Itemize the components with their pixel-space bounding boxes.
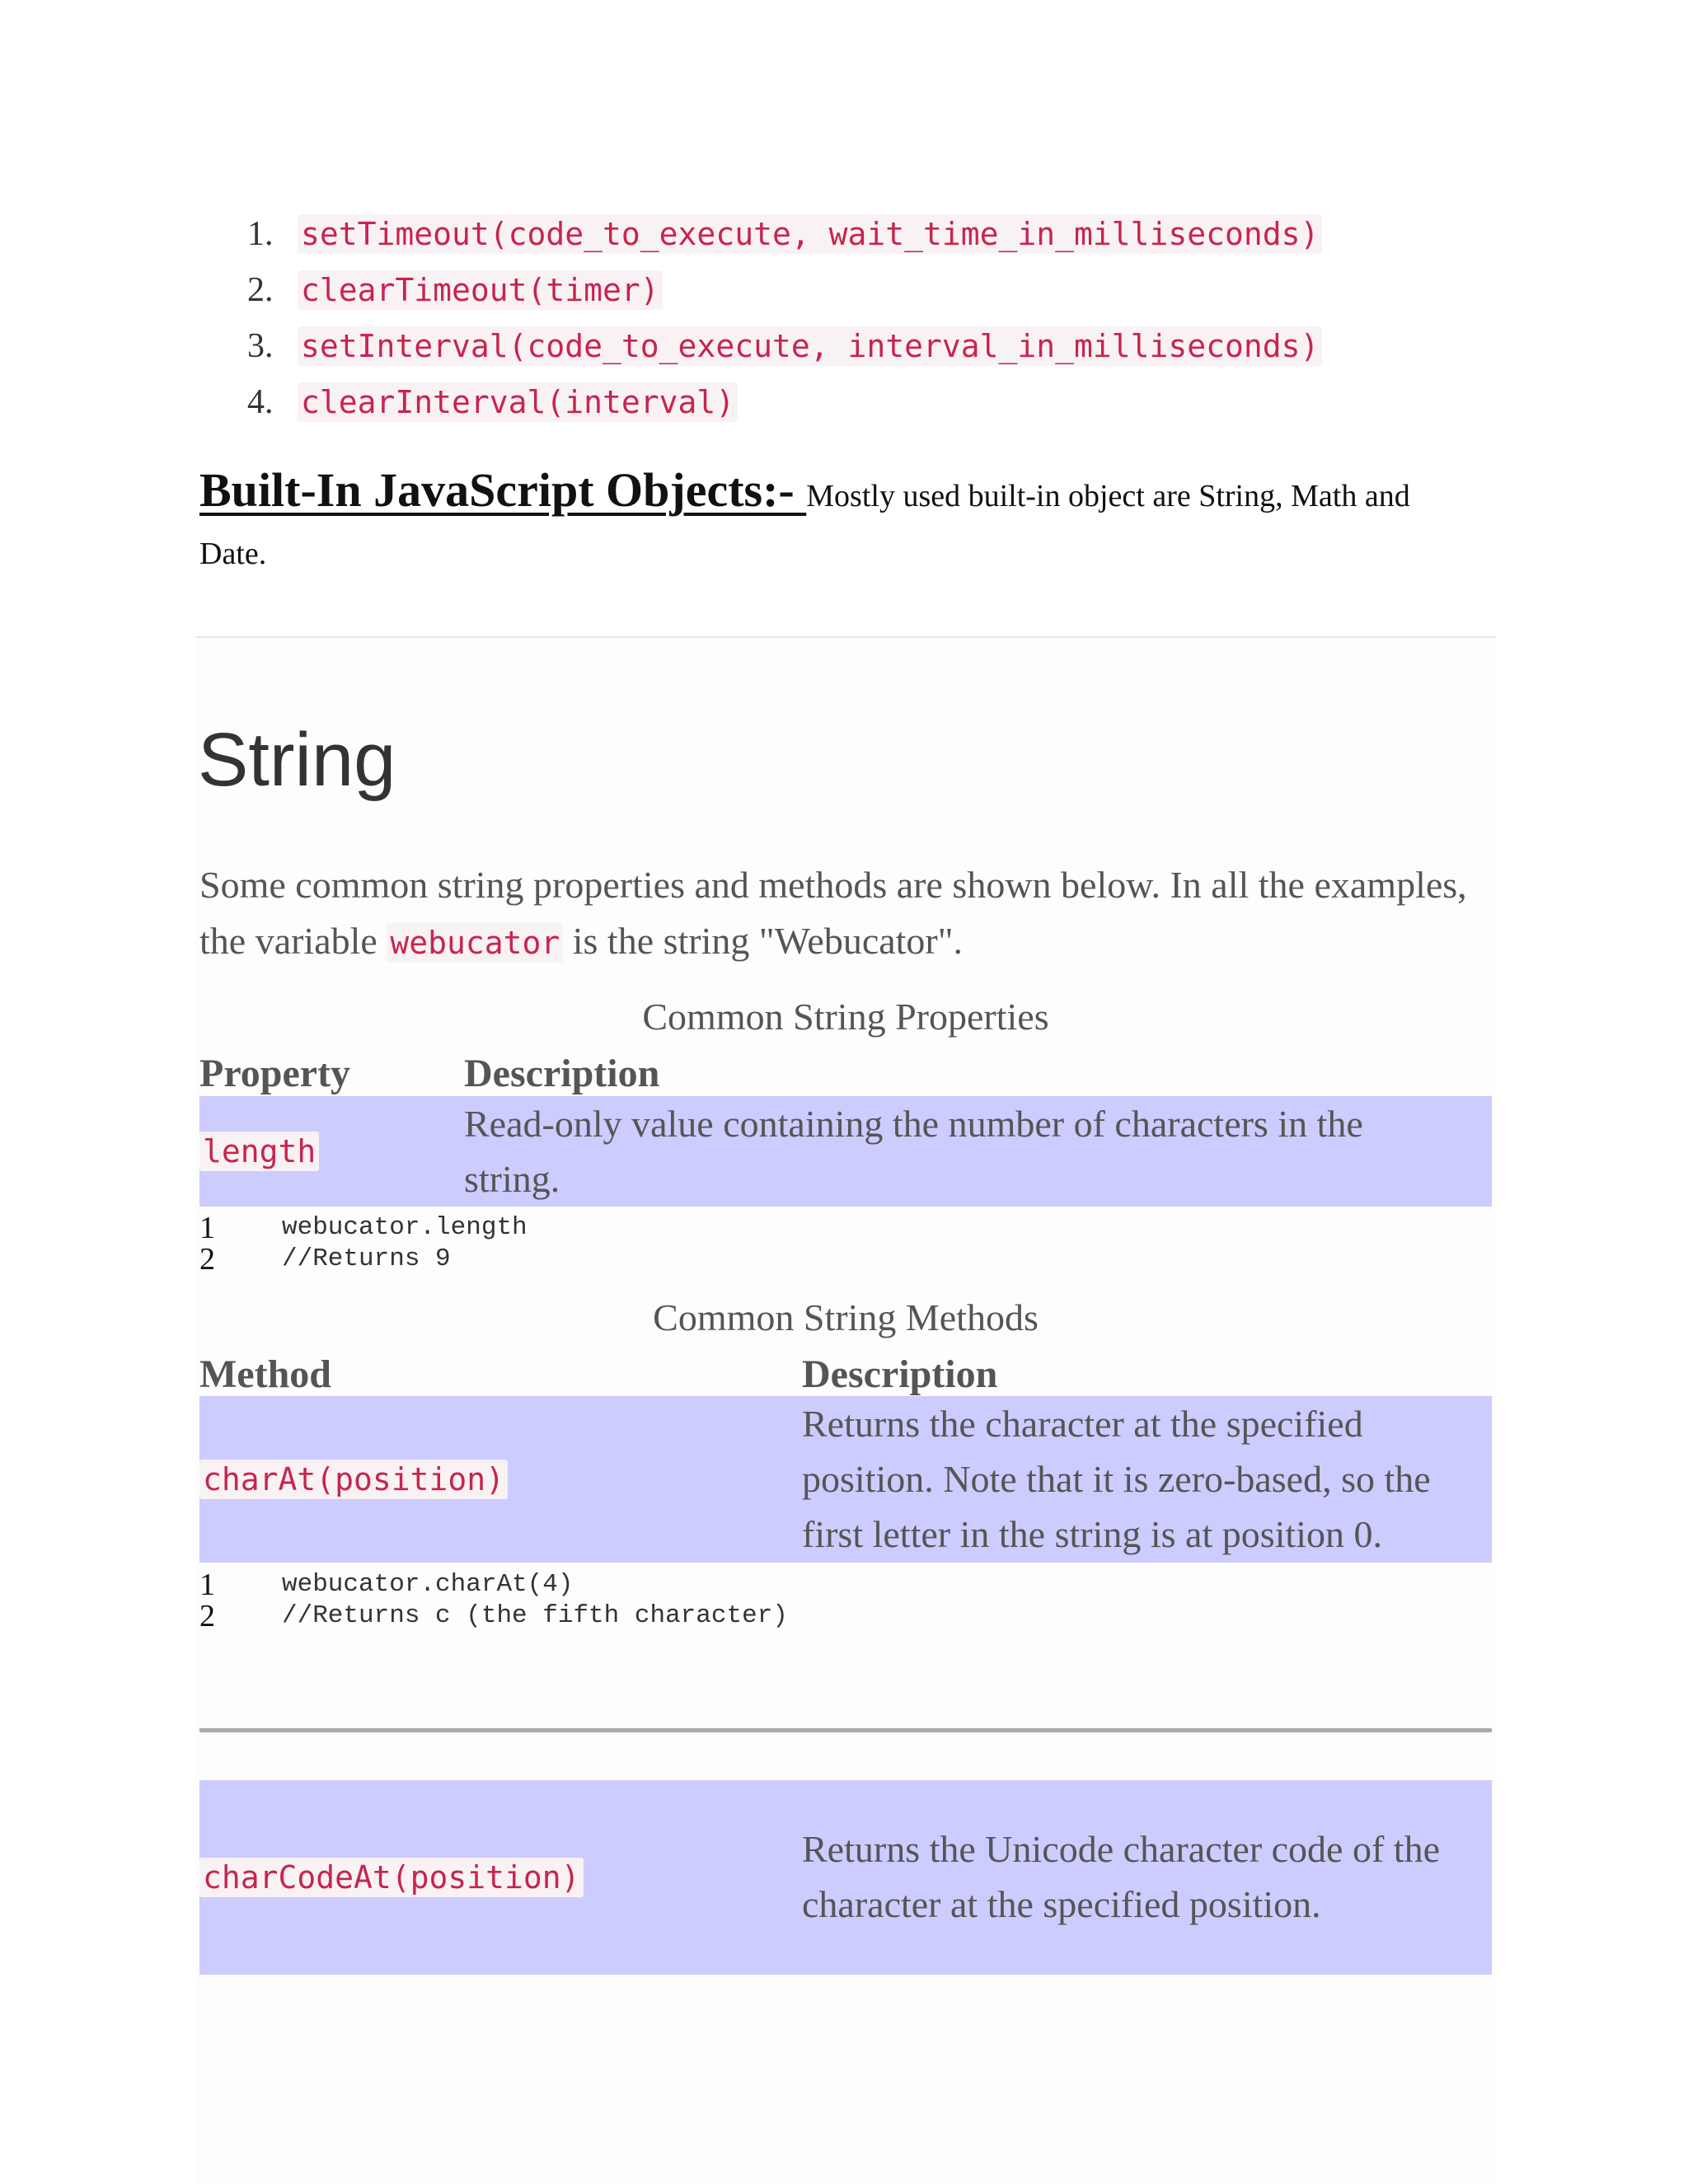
methods-column-header-method: Method xyxy=(199,1352,331,1396)
list-number: 1. xyxy=(247,215,274,253)
method-description: Returns the Unicode character code of the character at the specified position. xyxy=(802,1828,1440,1925)
method-description: Returns the character at the specified position. Note that it is zero-based, so the first letter in the string is at position 0. xyxy=(802,1403,1431,1555)
list-item xyxy=(247,318,1322,374)
line-number: 1 xyxy=(199,1568,215,1602)
property-name: length xyxy=(199,1132,319,1171)
list-item xyxy=(247,206,1322,262)
list-number: 2. xyxy=(247,271,274,309)
inline-code: webucator xyxy=(387,923,563,963)
line-number: 2 xyxy=(199,1242,215,1277)
code-text: //Returns 9 xyxy=(282,1244,451,1273)
properties-table-caption: Common String Properties xyxy=(642,996,1049,1038)
list-item xyxy=(247,262,1322,318)
line-number: 1 xyxy=(199,1211,215,1245)
line-number: 2 xyxy=(199,1599,215,1633)
builtin-objects-paragraph xyxy=(199,462,1477,583)
method-name: charCodeAt(position) xyxy=(199,1858,584,1897)
list-number: 4. xyxy=(247,383,274,421)
table-row xyxy=(199,1780,1492,1975)
timer-functions-list xyxy=(247,206,1322,430)
properties-column-header-property: Property xyxy=(199,1052,351,1095)
page-break-rule xyxy=(199,1728,1492,1732)
intro-text-before: Some common string properties and methods are shown below. In all the examples, the variable xyxy=(199,864,1467,962)
builtin-objects-heading: Built-In JavaScript Objects:- xyxy=(199,463,807,517)
method-name: charAt(position) xyxy=(199,1460,508,1499)
code-snippet: setTimeout(code_to_execute, wait_time_in_milliseconds) xyxy=(298,214,1322,254)
intro-paragraph xyxy=(199,857,1469,971)
list-item xyxy=(247,374,1322,430)
code-snippet: setInterval(code_to_execute, interval_in_milliseconds) xyxy=(298,326,1322,366)
methods-table-caption: Common String Methods xyxy=(653,1296,1039,1338)
table-row xyxy=(199,1096,1492,1207)
code-text: //Returns c (the fifth character) xyxy=(282,1601,788,1630)
table-row xyxy=(199,1396,1492,1563)
property-description: Read-only value containing the number of characters in the string. xyxy=(464,1103,1363,1200)
section-divider xyxy=(195,636,1496,638)
properties-column-header-description: Description xyxy=(464,1052,660,1095)
code-snippet: clearTimeout(timer) xyxy=(298,270,663,310)
code-text: webucator.charAt(4) xyxy=(282,1570,574,1599)
code-text: webucator.length xyxy=(282,1213,528,1242)
section-title: String xyxy=(198,718,396,802)
code-snippet: clearInterval(interval) xyxy=(298,382,738,422)
builtin-objects-text: Mostly used built-in object are String, Math and Date. xyxy=(199,479,1410,571)
list-number: 3. xyxy=(247,327,274,365)
methods-column-header-description: Description xyxy=(802,1352,998,1396)
intro-text-after: is the string "Webucator". xyxy=(563,920,964,962)
